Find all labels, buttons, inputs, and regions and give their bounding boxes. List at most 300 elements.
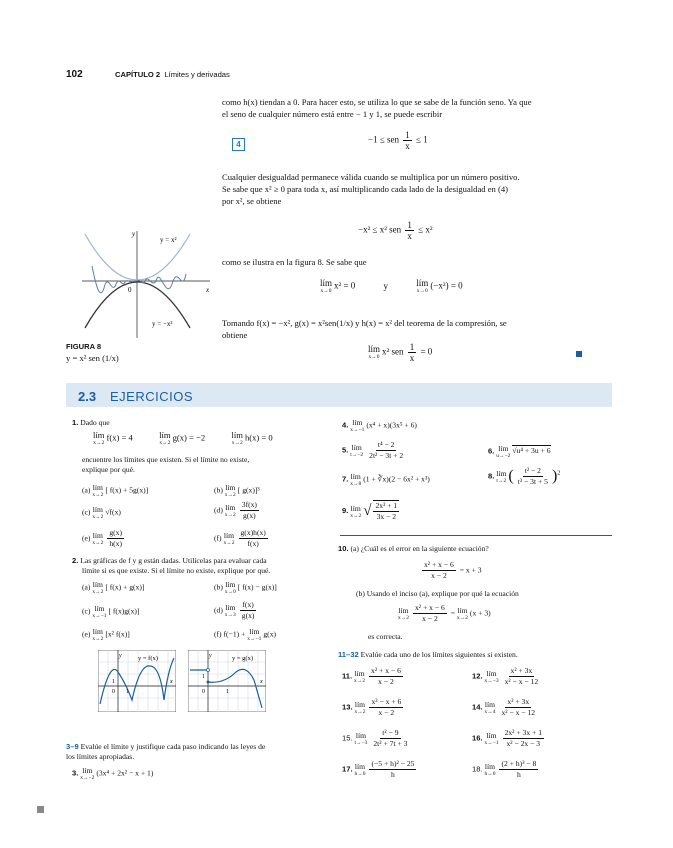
expr: [ g(x)]³	[237, 485, 260, 495]
lim-word: lím	[351, 443, 362, 452]
lim-sub: x→0	[416, 288, 428, 294]
ex1-c	[82, 505, 121, 520]
frac	[369, 759, 416, 780]
lim-sub: x→−1	[350, 427, 365, 433]
eq5-num: 1	[407, 220, 412, 230]
num: f(x)	[242, 600, 254, 609]
den: t³ − 3t + 5	[517, 477, 548, 486]
num: x² + x − 6	[424, 560, 454, 569]
lim	[92, 483, 103, 498]
curve-neg-x-squared	[85, 282, 190, 328]
lim	[484, 669, 498, 684]
ex1-intro: Dado que	[80, 418, 110, 427]
range-text: Evalúe cada uno de los límites siguientes si existen.	[360, 650, 518, 659]
lim-word: lím	[496, 469, 507, 478]
lim-word: lím	[92, 531, 103, 540]
num: 2x² + 1	[375, 501, 398, 510]
lim	[354, 669, 365, 684]
lim-sub: x→2	[159, 440, 171, 446]
ex13	[342, 697, 405, 718]
p2-line2: Se sabe que x² ≥ 0 para toda x, así multiplicando cada lado de la desigualdad en (4)	[222, 184, 509, 194]
lim-sub: x→2	[92, 492, 104, 498]
lim	[350, 443, 363, 458]
power: 2	[557, 469, 561, 477]
den: x² − 2x − 3	[506, 739, 541, 748]
lim-sub: x→0	[224, 589, 236, 595]
lim-sub: x→2	[354, 709, 366, 715]
lim-word: lím	[355, 731, 366, 740]
num: t² − 9	[382, 728, 399, 737]
open-point	[207, 669, 210, 672]
frac	[503, 728, 544, 749]
graph-g-tick-1x: 1	[226, 689, 229, 695]
graph-g-y: y	[209, 653, 212, 659]
ex2-f	[214, 627, 276, 642]
den: x − 2	[431, 571, 447, 580]
ex2-e	[82, 627, 130, 642]
label: (f)	[214, 533, 222, 543]
ex1-givens	[93, 431, 273, 446]
lim-word: lím	[486, 731, 497, 740]
frac	[369, 697, 403, 718]
frac	[516, 466, 550, 487]
final-lim-expr: x² sen	[382, 346, 404, 357]
den: h	[517, 770, 521, 779]
den: h(x)	[109, 539, 122, 548]
den: g(x)	[241, 611, 255, 620]
equation-5	[358, 220, 433, 241]
paragraph-2	[222, 171, 612, 207]
lim-sub: x→−1	[92, 613, 107, 619]
expr: [ f(x) + 5g(x)]	[105, 485, 149, 495]
num: (2 + h)³ − 8	[501, 759, 537, 768]
ex12	[472, 666, 542, 687]
lim	[159, 431, 170, 446]
chapter-title: Límites y derivadas	[164, 70, 230, 79]
ex10-a-text: (a) ¿Cuál es el error en la siguiente ecuación?	[350, 544, 489, 553]
label: (c)	[82, 606, 91, 616]
lim-word: lím	[320, 278, 333, 288]
lim-word: lím	[352, 418, 363, 427]
lim-y: y	[383, 280, 389, 291]
ex7	[342, 472, 430, 487]
chapter-label: CAPÍTULO 2	[115, 70, 161, 79]
fig-label-bottom: y = −x²	[152, 320, 173, 328]
lim-word: lím	[225, 503, 236, 512]
expr: √u⁴ + 3u + 6	[512, 446, 551, 456]
lim-word: lím	[457, 606, 468, 615]
lim-word: lím	[354, 669, 365, 678]
frac	[239, 528, 268, 549]
graph-f-x: x	[170, 679, 173, 685]
frac	[499, 697, 537, 718]
paragraph-3: como se ilustra en la figura 8. Se sabe que	[222, 257, 367, 267]
lim-word: lím	[398, 606, 409, 615]
ex2-graph-f	[98, 650, 176, 712]
graph-g-origin: 0	[202, 689, 205, 695]
lim-a-expr: x² = 0	[334, 280, 356, 291]
lim-sub: x→2	[92, 540, 104, 546]
graph-f-origin: 0	[112, 689, 115, 695]
frac	[371, 728, 409, 749]
lim-sub: x→2	[354, 678, 366, 684]
ex5	[342, 440, 407, 461]
lim-sub: x→−3	[484, 678, 499, 684]
lim	[92, 531, 103, 546]
graph-g-label: y = g(x)	[232, 655, 253, 662]
paren-close: )	[551, 467, 558, 485]
den: x − 2	[378, 677, 394, 686]
ex10-correct: es correcta.	[368, 632, 403, 641]
lim-sub: x→−1	[247, 636, 262, 642]
ex6	[488, 444, 551, 459]
lim-word: lím	[223, 531, 235, 540]
ex1-number: 1.	[72, 418, 79, 427]
lim	[457, 606, 468, 621]
expr: [ f(x) − g(x)]	[237, 582, 277, 592]
fig-axis-y: y	[132, 230, 136, 238]
den: f(x)	[247, 539, 259, 548]
lim	[484, 762, 495, 777]
lim-word: lím	[354, 700, 366, 709]
ex2-c	[82, 604, 139, 619]
ex5-number: 5.	[342, 445, 349, 455]
frac	[422, 560, 456, 581]
lim-sub: x→3	[224, 612, 236, 618]
ex11-number: 11.	[342, 671, 353, 681]
ex2-d	[214, 600, 258, 621]
num: g(x)h(x)	[240, 528, 266, 537]
ex1-g2: g(x) = −2	[172, 432, 206, 443]
lim	[484, 731, 498, 746]
graph-f-label: y = f(x)	[138, 655, 158, 662]
lim	[232, 431, 243, 446]
graph-g-x: x	[260, 679, 263, 685]
lim-word: lím	[92, 483, 103, 492]
num: 2x² + 3x + 1	[504, 728, 542, 737]
lim-sub: x→2	[456, 615, 468, 621]
frac	[499, 759, 538, 780]
paragraph-1	[222, 96, 612, 120]
lim-word: lím	[159, 430, 171, 440]
label: (a)	[82, 582, 91, 592]
ex10-b: (b) Usando el inciso (a), explique por qué la ecuación	[356, 589, 519, 598]
label: (d)	[214, 605, 223, 615]
lim-word: lím	[416, 278, 429, 288]
lim	[225, 603, 236, 618]
page-number: 102	[66, 69, 83, 80]
lim-sub: x→2	[93, 440, 105, 446]
lim-sub: x→8	[350, 481, 362, 487]
ex16-number: 16.	[472, 733, 483, 743]
lim-word: lím	[231, 430, 243, 440]
lim-sub: x→0	[368, 354, 380, 360]
ex7-number: 7.	[342, 474, 349, 484]
lim	[398, 606, 409, 621]
ex2-a	[82, 580, 144, 595]
lim-word: lím	[92, 505, 103, 514]
expr: [ f(x) + g(x)]	[105, 582, 145, 592]
lim	[350, 504, 361, 519]
rhs: = x + 3	[459, 565, 482, 575]
eq4-fraction	[403, 130, 412, 151]
lim-sub: x→2	[223, 540, 235, 546]
den: x² − x − 12	[501, 708, 536, 717]
graph-g-tick-1y: 1	[202, 674, 205, 680]
graph-f-tick-1y: 1	[112, 679, 115, 685]
lim-a	[320, 279, 332, 294]
expr: g(x)	[263, 629, 277, 639]
ex16	[472, 728, 546, 749]
lim-sub: x→2	[224, 492, 236, 498]
p4-line1: Tomando f(x) = −x², g(x) = x²sen(1/x) y h(x) = x² del teorema de la compresión, se	[222, 318, 507, 328]
lim-word: lím	[484, 700, 496, 709]
lim	[80, 766, 94, 781]
frac	[367, 440, 405, 461]
range-label: 11–32	[338, 650, 359, 659]
lim-sub: t→−3	[354, 740, 368, 746]
frac	[107, 528, 124, 549]
den: g(x)	[243, 511, 256, 520]
fig-axis-x: x	[206, 286, 210, 294]
eq5-right: ≤ x²	[418, 224, 433, 235]
expr: (3x⁴ + 2x² − x + 1)	[96, 768, 154, 778]
lim	[225, 580, 236, 595]
frac	[373, 500, 399, 522]
ex12-number: 12.	[472, 671, 483, 681]
ex1-text	[82, 455, 332, 475]
den: 2t² − 3t + 2	[369, 451, 404, 460]
frac	[369, 666, 403, 687]
expr: [x² f(x)]	[105, 629, 130, 639]
fig-label-top: y = x²	[160, 236, 177, 244]
final-limit	[368, 342, 432, 363]
range-text2: los límites apropiadas.	[66, 752, 135, 761]
num: x² + 3x	[507, 697, 530, 706]
ex1-e	[82, 528, 126, 549]
lim	[496, 469, 506, 484]
lim-sub: x→2	[224, 512, 236, 518]
section-number: 2.3	[78, 389, 97, 404]
range-3-9	[66, 742, 336, 762]
ex1-f	[214, 528, 270, 549]
range-11-32	[338, 650, 518, 660]
ex1-text1: encuentre los límites que existen. Si el límite no existe,	[82, 455, 250, 464]
closed-point	[207, 681, 210, 684]
lim-word: lím	[498, 444, 509, 453]
lim-sub: x→4	[484, 709, 496, 715]
p1-line1: como h(x) tiendan a 0. Para hacer esto, se utiliza lo que se sabe de la función seno. Ya que	[222, 97, 532, 107]
running-header	[115, 70, 230, 79]
lim-sub: h→0	[484, 771, 496, 777]
ex17	[342, 759, 418, 780]
frac	[240, 500, 259, 521]
p2-line1: Cualquier desigualdad permanece válida cuando se multiplica por un número positivo.	[222, 172, 520, 182]
label: (a)	[82, 485, 91, 495]
lim-sub: x→2	[92, 589, 104, 595]
ex2-b	[214, 580, 277, 595]
ex9-number: 9.	[342, 505, 349, 515]
p2-line3: por x², se obtiene	[222, 196, 282, 206]
lim	[93, 431, 104, 446]
final-right: = 0	[420, 346, 433, 357]
ex10-eq1	[420, 560, 482, 581]
final-num: 1	[409, 342, 415, 352]
lim	[350, 472, 361, 487]
ex4-number: 4.	[342, 420, 349, 430]
label: (f)	[214, 629, 222, 639]
lim-word: lím	[486, 669, 497, 678]
ex2-text	[72, 556, 338, 576]
lim-sub: h→0	[354, 771, 366, 777]
label: (b)	[214, 582, 223, 592]
lim-word: lím	[368, 344, 381, 354]
fig-origin: 0	[128, 286, 132, 294]
lim-word: lím	[484, 762, 496, 771]
lim-word: lím	[249, 627, 260, 636]
frac	[240, 600, 257, 621]
label: (b)	[214, 485, 223, 495]
p1-line2: el seno de cualquier número está entre − 1 y 1, se puede escribir	[222, 109, 443, 119]
ex18-number: 18.	[472, 764, 483, 774]
ex10-a	[338, 544, 489, 554]
label: (c)	[82, 507, 91, 517]
ex2-text2: límite si es que existe. Si el límite no existe, explique por qué.	[82, 566, 271, 575]
lim	[247, 627, 261, 642]
num: 3f(x)	[241, 500, 257, 509]
lim-sub: x→2	[231, 440, 243, 446]
section-title: EJERCICIOS	[110, 389, 194, 404]
figure8-caption-title: FIGURA 8	[66, 342, 102, 351]
eq5-fraction	[405, 220, 414, 241]
ex1-text2: explique por qué.	[82, 465, 135, 474]
lim-word: lím	[225, 483, 236, 492]
paren-open: (	[508, 467, 514, 485]
eq4-right: ≤ 1	[416, 134, 428, 145]
den: h	[391, 770, 395, 779]
frac	[413, 603, 447, 624]
page-corner-marker	[37, 806, 44, 813]
label: (d)	[214, 505, 223, 515]
final-den: x	[409, 353, 415, 363]
ex2-text1: Las gráficas de f y g están dadas. Utilícelas para evaluar cada	[80, 556, 267, 565]
den: 3x − 2	[376, 512, 397, 521]
den: x − 2	[422, 614, 438, 623]
end-of-example-marker	[576, 351, 582, 357]
lim-b	[416, 279, 428, 294]
den: 2t² + 7t + 3	[373, 739, 408, 748]
ex1-b	[214, 483, 260, 498]
lim	[354, 762, 365, 777]
lim	[92, 505, 103, 520]
ex14	[472, 697, 539, 718]
ex11	[342, 666, 405, 687]
ex17-number: 17.	[342, 764, 353, 774]
ex2-number: 2.	[72, 556, 79, 565]
lim-word: lím	[93, 430, 105, 440]
lim-word: lím	[82, 766, 93, 775]
ex10-number: 10.	[338, 544, 349, 553]
ex6-number: 6.	[488, 446, 495, 456]
lim-sub: u→−2	[496, 453, 511, 459]
equation-number-4: 4	[232, 138, 245, 151]
lim	[92, 627, 103, 642]
lim	[92, 604, 106, 619]
ex1-heading	[72, 418, 110, 428]
ex18	[472, 759, 540, 780]
ex2-graph-g	[188, 650, 266, 712]
lim-b-expr: (−x²) = 0	[430, 280, 463, 291]
ex1-a	[82, 483, 148, 498]
eq4-num: 1	[405, 130, 410, 140]
column-rule	[340, 535, 612, 536]
ex1-d	[214, 500, 261, 521]
expr: f(−1) +	[223, 629, 246, 639]
lim-word: lím	[225, 603, 236, 612]
eq5-den: x	[407, 231, 412, 241]
lim	[484, 700, 495, 715]
num: g(x)	[109, 528, 122, 537]
eq4-left: −1 ≤ sen	[368, 134, 400, 145]
ex10-eq2: lím x→2 $\frac{\text{x² + x − 6}}{x - 2}$ = lím x→2 (x + 3)	[398, 603, 491, 623]
lim	[496, 444, 510, 459]
ex8	[488, 466, 560, 487]
ex1-g1: f(x) = 4	[106, 432, 133, 443]
ex15	[342, 728, 411, 749]
lim-word: lím	[225, 580, 236, 589]
num: t² − 2	[524, 466, 541, 475]
lim-word: lím	[354, 762, 366, 771]
lim-sub: x→−1	[484, 740, 499, 746]
lim-sub: x→2	[350, 512, 362, 519]
den: x² − x − 12	[504, 677, 539, 686]
lim	[225, 503, 236, 518]
equation-4	[368, 130, 428, 151]
label: (e)	[82, 629, 91, 639]
ex1-g3: h(x) = 0	[244, 432, 273, 443]
lim-sub: t→−2	[350, 452, 364, 458]
final-lim	[368, 345, 380, 360]
rhs: (x + 3)	[469, 608, 491, 618]
lim	[354, 700, 365, 715]
ex13-number: 13.	[342, 702, 353, 712]
expr: (1 + ∛x)(2 − 6x² + x³)	[363, 474, 430, 484]
num: (−5 + h)² − 25	[371, 759, 415, 768]
range-label: 3–9	[66, 742, 79, 751]
ex14-number: 14.	[472, 702, 483, 712]
lim-word: lím	[350, 503, 361, 513]
lim	[354, 731, 367, 746]
lim-sub: x→2	[92, 514, 104, 520]
lim	[350, 418, 364, 433]
ex8-number: 8.	[488, 471, 495, 481]
lim-word: lím	[350, 472, 361, 481]
lim-word: lím	[94, 604, 105, 613]
label: (e)	[82, 533, 91, 543]
figure8-caption-text: y = x² sen (1/x)	[66, 353, 119, 363]
final-fraction	[408, 342, 417, 363]
lim-sub: x→−2	[80, 775, 95, 781]
figure8-graph	[80, 226, 220, 341]
eq4-den: x	[405, 141, 410, 151]
lim	[225, 483, 236, 498]
lim	[92, 580, 103, 595]
num: t⁴ − 2	[377, 440, 395, 449]
ex15-number: 15.	[342, 733, 353, 743]
graph-f-tick-1x: 1	[126, 689, 129, 695]
lim-word: lím	[92, 580, 103, 589]
eq5-left: −x² ≤ x² sen	[358, 224, 402, 235]
